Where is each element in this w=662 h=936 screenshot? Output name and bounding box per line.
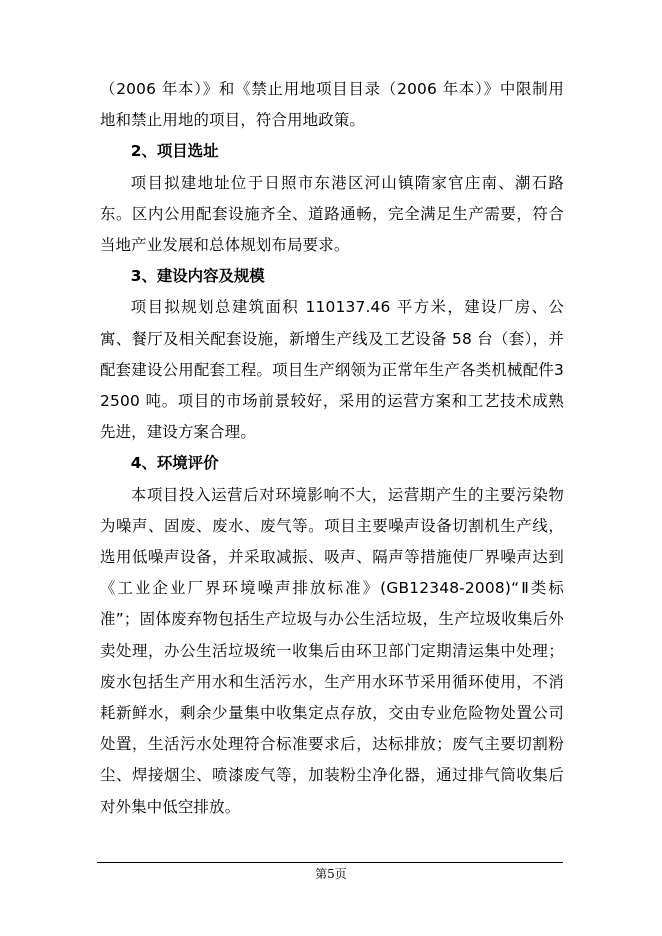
- heading-construction-scale: 3、建设内容及规模: [130, 267, 265, 286]
- heading-environmental-assessment: 4、环境评价: [130, 454, 219, 473]
- paragraph-land-policy: （2006 年本）》和《禁止用地项目目录（2006 年本）》中限制用地和禁止用地的项目，符合用地政策。: [100, 80, 564, 130]
- paragraph-environmental-assessment: 本项目投入运营后对环境影响不大，运营期产生的主要污染物为噪声、固废、废水、废气等。项目主要噪声设备切割机生产线，选用低噪声设备，并采取减振、吸声、隔声等措施使厂界噪声达到《工业企业厂界环境噪声排放标准》(GB12348-2008)“Ⅱ类标准”；固体废弃物包括生产垃圾与办公生活垃圾，生产垃圾收集后外卖处理，办公生活垃圾统一收集后由环卫部门定期清运集中处理；废水包括生产用水和生活污水，生产用水环节采用循环使用，不消耗新鲜水，剩余少量集中收集定点存放，交由专业危险物处置公司处置，生活污水处理符合标准要求后，达标排放；废气主要切割粉尘、焊接烟尘、喷漆废气等，加装粉尘净化器，通过排气筒收集后对外集中低空排放。: [100, 485, 564, 816]
- paragraph-construction-scale: 项目拟规划总建筑面积 110137.46 平方米，建设厂房、公寓、餐厅及相关配套设施，新增生产线及工艺设备 58 台（套），并配套建设公用配套工程。项目生产纲领为正常年生产各类机械配件32500 吨。项目的市场前景较好，采用的运营方案和工艺技术成熟先进，建设方案合理。: [100, 298, 564, 442]
- paragraph-project-site: 项目拟建地址位于日照市东港区河山镇隋家官庄南、潮石路东。区内公用配套设施齐全、道路通畅，完全满足生产需要，符合当地产业发展和总体规划布局要求。: [100, 173, 564, 255]
- heading-project-site: 2、项目选址: [130, 142, 219, 161]
- document-body: [100, 74, 564, 823]
- page-number: 第5页: [315, 867, 347, 881]
- footer-divider: [97, 862, 563, 863]
